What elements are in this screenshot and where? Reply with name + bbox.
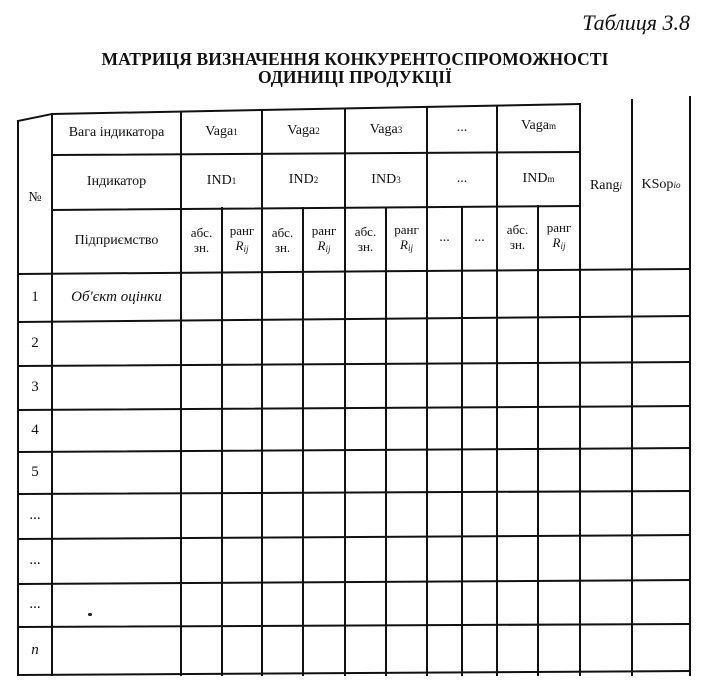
indicator-2: IND 2 (288, 172, 319, 187)
weight-2: Vaga 2 (287, 122, 320, 138)
row-number: ... (29, 552, 41, 568)
grid-line (18, 362, 690, 366)
abs-value-header: абс. зн. (354, 224, 377, 254)
grid-line (18, 406, 690, 410)
indicator-ellipsis: ... (456, 171, 468, 186)
header-weight-label: Вага індикатора (68, 125, 165, 140)
title-line-2: ОДИНИЦІ ПРОДУКЦІЇ (257, 67, 453, 87)
grid-line (18, 671, 690, 675)
ksop-header: KSop io (641, 176, 681, 192)
grid-line (18, 491, 690, 494)
title-line-1: МАТРИЦЯ ВИЗНАЧЕННЯ КОНКУРЕНТОСПРОМОЖНОСТІ (101, 49, 609, 69)
weight-m: Vaga m (520, 117, 556, 133)
weight-1: Vaga 1 (205, 123, 238, 139)
indicator-1: IND 1 (206, 173, 237, 188)
weight-ellipsis: ... (456, 119, 468, 135)
grid-line (18, 580, 690, 584)
rank-header: ранг $R_{ij}$ (229, 223, 255, 254)
ellipsis-subheader: ... (474, 230, 485, 245)
grid-line (18, 448, 690, 452)
row-number: 1 (31, 289, 39, 305)
rank-header: ранг $R_{ij}$ (311, 223, 337, 254)
row-number: ... (29, 596, 41, 612)
object-of-evaluation: Об'єкт оцінки (71, 288, 162, 305)
indicator-m: IND m (522, 171, 555, 186)
row-number: 2 (31, 334, 39, 351)
indicator-3: IND 3 (371, 172, 401, 187)
grid-line (18, 535, 690, 539)
abs-value-header: абс. зн. (506, 222, 529, 252)
weight-3: Vaga 3 (369, 121, 403, 137)
header-indicator-label: Індикатор (86, 174, 147, 189)
row-number: ... (29, 507, 41, 523)
table-caption: Таблиця 3.8 (582, 10, 690, 35)
header-no: № (28, 189, 42, 205)
grid-line (18, 624, 690, 627)
row-number: 4 (31, 421, 39, 438)
abs-value-header: абс. зн. (271, 225, 294, 255)
ellipsis-subheader: ... (439, 230, 450, 245)
rank-header: ранг $R_{ij}$ (546, 220, 572, 251)
rank-header: ранг $R_{ij}$ (394, 222, 419, 253)
row-number: n (31, 641, 39, 658)
abs-value-header: абс. зн. (190, 225, 213, 255)
grid-line (18, 114, 52, 121)
header-enterprise-label: Підприємство (74, 233, 159, 248)
speck-mark (88, 613, 92, 616)
row-number: 5 (31, 463, 39, 480)
rang-header: Rang i (589, 178, 623, 193)
row-number: 3 (31, 378, 39, 395)
